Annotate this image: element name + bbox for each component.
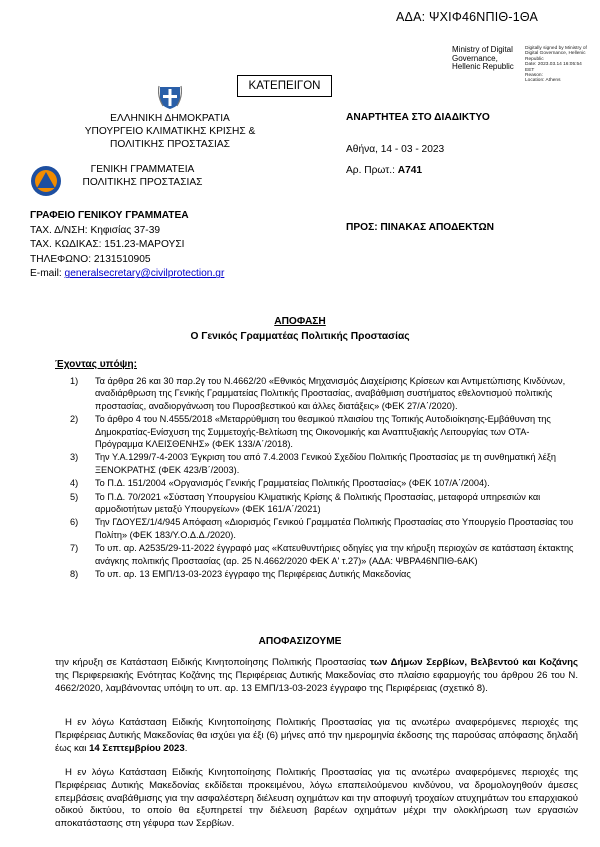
decision-paragraph-2: Η εν λόγω Κατάσταση Ειδικής Κινητοποίησης Πολιτικής Προστασίας για τις ανωτέρω αναφερόμενες περιοχές της Περιφέρειας Δυτικής Μακεδονίας θα ισχύει για έξι (6) μήνες από την ημερομηνία έκδοσης της παρούσας απόφασης δηλαδή έως και 14 Σεπτεμβρίου 2023.	[55, 717, 578, 754]
list-item: 7) Το υπ. αρ. Α2535/29-11-2022 έγγραφό μας «Κατευθυντήριες οδηγίες για την κήρυξη περιοχών σε κατάσταση έκτακτης ανάγκης πολιτικής Προστασίας (αρ. 25 Ν.4662/2020 ΦΕΚ Α' τ.27)» (ΑΔΑ: ΨΒΡΑ46ΝΠΙΘ-6ΑΚ)	[70, 543, 574, 566]
list-item: 3) Την Υ.Α.1299/7-4-2003 Έγκριση του από 7.4.2003 Γενικού Σχεδίου Πολιτικής Προστασίας με τη συνθηματική λέξη ΞΕΝΟΚΡΑΤΗΣ (ΦΕΚ 423/Β΄/2003).	[70, 452, 556, 475]
list-item: 5) Το Π.Δ. 70/2021 «Σύσταση Υπουργείου Κλιματικής Κρίσης & Πολιτικής Προστασίας, μεταφορά υπηρεσιών και αρμοδιοτήτων μεταξύ Υπουργείων» (ΦΕΚ 161/Α΄/2021)	[70, 491, 541, 515]
list-item: 8) Το υπ. αρ. 13 ΕΜΠ/13-03-2023 έγγραφο της Περιφέρειας Δυτικής Μακεδονίας	[70, 569, 411, 580]
signature-ministry: Ministry of Digital Governance, Hellenic Republic	[452, 45, 514, 71]
office-postal-code: ΤΑΧ. ΚΩΔΙΚΑΣ: 151.23-ΜΑΡΟΥΣΙ	[30, 239, 185, 251]
considerations-list	[55, 375, 575, 582]
header-ministry	[40, 112, 300, 151]
list-item: 1) Τα άρθρα 26 και 30 παρ.2γ του Ν.4662/20 «Εθνικός Μηχανισμός Διαχείρισης Κρίσεων και Αντιμετώπισης Κινδύνων, αναδιάρθρωση της Γενικής Γραμματείας Πολιτικής Προστασίας, αναβάθμιση συστήματος εθελοντισμού πολιτικής προστασίας, αναδιοργάνωση του Πυροσβεστικού και άλλες διατάξεις» (ΦΕΚ 27/Α΄/2020).	[70, 376, 566, 411]
list-item: 6) Την ΓΔΟΥΕΣ/1/4/945 Απόφαση «Διορισμός Γενικού Γραμματέα Πολιτικής Προστασίας στο Υπουργείο Προστασίας του Πολίτη» (ΦΕΚ 183/Υ.Ο.Δ.Δ./2020).	[70, 517, 574, 540]
post-online-label: ΑΝΑΡΤΗΤΕΑ ΣΤΟ ΔΙΑΔΙΚΤΥΟ	[346, 112, 490, 123]
signature-details: Digitally signed by Ministry of Digital Governance, Hellenic Republic Date: 2023.03.14 16:05:54 EET Reason: Location: Athens	[525, 46, 587, 84]
protocol-number: Αρ. Πρωτ.: Α741	[346, 165, 423, 176]
decision-paragraph-1: την κήρυξη σε Κατάσταση Ειδικής Κινητοποίησης Πολιτικής Προστασίας των Δήμων Σερβίων, Βελβεντού και Κοζάνης της Περιφερειακής Ενότητας Κοζάνης της Περιφέρειας Δυτικής Μακεδονίας στο πλαίσιο εφαρμογής του άρθρου 26 του Ν. 4662/2020, λαμβάνοντας υπόψη το υπ. αρ. 13 ΕΜΠ/13-03-2023 έγγραφο της Περιφέρειας (σχετικό 8).	[55, 657, 578, 694]
greek-coat-of-arms-icon	[158, 84, 182, 110]
urgent-stamp: ΚΑΤΕΠΕΙΓΟΝ	[237, 75, 332, 97]
ministry-name-line2: ΠΟΛΙΤΙΚΗΣ ΠΡΟΣΤΑΣΙΑΣ	[110, 139, 230, 150]
office-phone: ΤΗΛΕΦΩΝΟ: 2131510905	[30, 253, 151, 265]
ada-code: ΑΔΑ: ΨΧΙΦ46ΝΠΙΘ-1ΘΑ	[396, 10, 539, 24]
republic-name: ΕΛΛΗΝΙΚΗ ΔΗΜΟΚΡΑΤΙΑ	[110, 113, 230, 124]
list-item: 2) Το άρθρο 4 του Ν.4555/2018 «Μεταρρύθμιση του θεσμικού πλαισίου της Τοπικής Αυτοδιοίκησης-Εμβάθυνση της Δημοκρατίας-Ενίσχυση της Συμμετοχής-Βελτίωση της Οικονομικής και Αναπτυξιακής Λειτουργίας των ΟΤΑ-Πρόγραμμα ΚΛΕΙΣΘΕΝΗΣ» (ΦΕΚ 133/Α΄/2018).	[70, 414, 551, 450]
decision-title: ΑΠΟΦΑΣΗ	[274, 316, 326, 327]
general-secretariat: ΓΕΝΙΚΗ ΓΡΑΜΜΑΤΕΙΑ ΠΟΛΙΤΙΚΗΣ ΠΡΟΣΤΑΣΙΑΣ	[82, 164, 203, 188]
office-address: ΤΑΧ. Δ/ΝΣΗ: Κηφισίας 37-39	[30, 224, 161, 236]
decision-subtitle: Ο Γενικός Γραμματέας Πολιτικής Προστασίας	[190, 331, 410, 342]
decision-paragraph-3: Η εν λόγω Κατάσταση Ειδικής Κινητοποίησης Πολιτικής Προστασίας για τις ανωτέρω αναφερόμενες περιοχές της Περιφέρειας Δυτικής Μακεδονίας εκδίδεται προκειμένου, λόγω επαπειλούμενου κινδύνου, να δρομολογηθούν άμεσες επεμβάσεις αναβάθμισης για την ασφαλέστερη διέλευση οχημάτων και την αποφυγή τροχαίων ατυχημάτων του επαρχιακού οδικού δικτύου, το οποίο θα εξυπηρετεί την διέλευση βαρέων οχημάτων μέχρι την ολοκλήρωση των εργασιών αποκατάστασης στη γέφυρα των Σερβίων.	[55, 767, 578, 830]
office-email: E-mail: generalsecretary@civilprotection.gr	[30, 268, 225, 280]
civil-protection-logo-icon	[30, 165, 62, 197]
list-item: 4) Το Π.Δ. 151/2004 «Οργανισμός Γενικής Γραμματείας Πολιτικής Προστασίας» (ΦΕΚ 107/Α΄/2004).	[70, 478, 490, 489]
office-details	[30, 209, 224, 282]
email-link[interactable]: generalsecretary@civilprotection.gr	[64, 268, 225, 280]
recipients-label: ΠΡΟΣ: ΠΙΝΑΚΑΣ ΑΠΟΔΕΚΤΩΝ	[346, 222, 494, 233]
office-name: ΓΡΑΦΕΙΟ ΓΕΝΙΚΟΥ ΓΡΑΜΜΑΤΕΑ	[30, 210, 189, 221]
decide-heading: ΑΠΟΦΑΣΙΖΟΥΜΕ	[258, 636, 342, 647]
ministry-name-line1: ΥΠΟΥΡΓΕΙΟ ΚΛΙΜΑΤΙΚΗΣ ΚΡΙΣΗΣ &	[84, 126, 256, 137]
document-date: Αθήνα, 14 - 03 - 2023	[346, 144, 445, 155]
digital-signature	[452, 46, 594, 96]
considering-heading: Έχοντας υπόψη:	[55, 359, 137, 370]
